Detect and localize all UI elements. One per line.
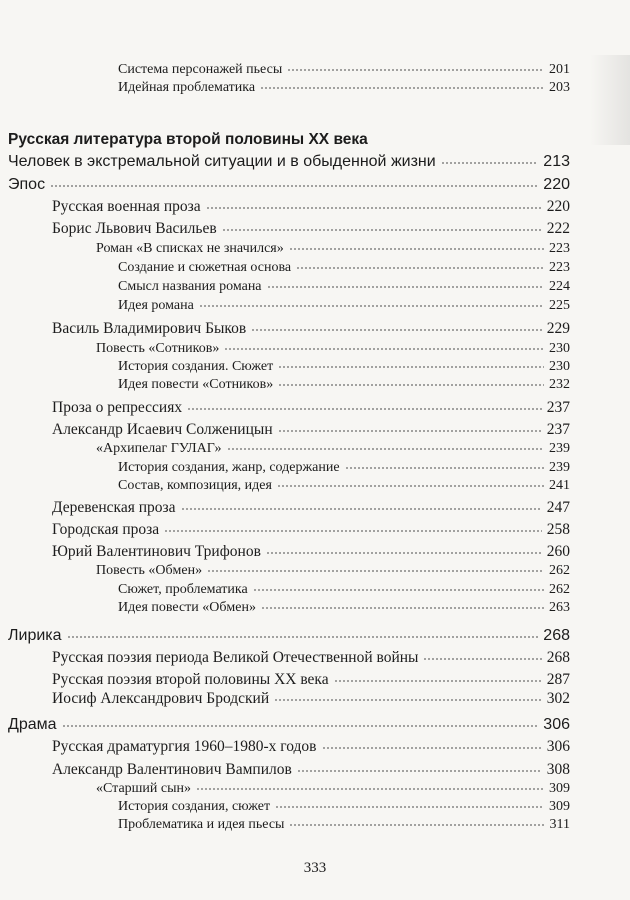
dot-leader	[266, 552, 542, 554]
toc-entry-page: 308	[546, 761, 570, 778]
toc-entry-title: Русская поэзия второй половины XX века	[52, 671, 329, 688]
toc-entry	[8, 176, 570, 194]
toc-entry	[52, 320, 570, 338]
toc-entry	[118, 600, 570, 616]
toc-entry-title: Александр Исаевич Солженицын	[52, 421, 273, 438]
dot-leader	[196, 788, 544, 790]
dot-leader	[287, 69, 544, 71]
toc-entry-page: 287	[546, 671, 570, 688]
toc-entry-title: Василь Владимирович Быков	[52, 320, 247, 337]
dot-leader	[277, 485, 544, 487]
toc-entry-page: 237	[546, 399, 570, 416]
toc-entry-title: История создания, жанр, содержание	[118, 460, 340, 475]
toc-entry-title: Юрий Валентинович Трифонов	[52, 543, 261, 560]
toc-entry-title: Идея романа	[118, 298, 194, 313]
toc-entry-title: Проблематика и идея пьесы	[118, 817, 285, 832]
toc-entry	[118, 298, 570, 314]
toc-entry	[96, 241, 570, 257]
toc-entry-page: 220	[546, 198, 570, 215]
dot-leader	[207, 570, 544, 572]
toc-entry	[52, 761, 570, 779]
dot-leader	[345, 467, 544, 469]
dot-leader	[261, 607, 544, 609]
toc-entry-page: 241	[549, 478, 570, 493]
toc-entry-title: Проза о репрессиях	[52, 399, 183, 416]
toc-entry	[118, 80, 570, 96]
page-number: 333	[303, 860, 327, 876]
toc-entry-title: Эпос	[8, 176, 46, 193]
toc-entry	[8, 153, 570, 171]
toc-entry-page: 232	[549, 377, 570, 392]
section-title: Русская литература второй половины XX века	[8, 131, 368, 148]
toc-entry	[118, 279, 570, 295]
dot-leader	[187, 408, 542, 410]
toc-entry-page: 309	[549, 781, 570, 796]
dot-leader	[274, 699, 542, 701]
dot-leader	[297, 770, 542, 772]
toc-entry	[96, 341, 570, 357]
toc-entry-page: 306	[546, 738, 570, 755]
dot-leader	[222, 229, 542, 231]
toc-entry-title: Система персонажей пьесы	[118, 62, 283, 77]
toc-entry-page: 229	[546, 320, 570, 337]
dot-leader	[296, 267, 544, 269]
dot-leader	[322, 747, 542, 749]
toc-entry-page: 223	[549, 241, 570, 256]
dot-leader	[423, 658, 541, 660]
toc-entry-title: «Старший сын»	[96, 781, 192, 796]
dot-leader	[278, 366, 544, 368]
dot-leader	[224, 348, 544, 350]
toc-entry-page: 230	[549, 359, 570, 374]
toc-entry-title: Иосиф Александрович Бродский	[52, 690, 270, 707]
toc-entry	[52, 220, 570, 238]
toc-entry-title: Русская военная проза	[52, 198, 201, 215]
toc-entry	[52, 738, 570, 756]
toc-entry-title: Александр Валентинович Вампилов	[52, 761, 292, 778]
toc-entry-page: 309	[549, 799, 570, 814]
toc-entry-title: Состав, композиция, идея	[118, 478, 272, 493]
toc-entry-title: Идея повести «Обмен»	[118, 600, 256, 615]
toc-entry-page: 225	[549, 298, 570, 313]
toc-entry-title: Сюжет, проблематика	[118, 582, 248, 597]
toc-entry-title: Создание и сюжетная основа	[118, 260, 292, 275]
toc-entry	[118, 478, 570, 494]
toc-entry-page: 224	[549, 279, 570, 294]
dot-leader	[278, 384, 544, 386]
toc-entry-page: 213	[543, 153, 570, 170]
dot-leader	[50, 185, 538, 187]
dot-leader	[62, 725, 539, 727]
toc-entry	[52, 521, 570, 539]
toc-entry-page: 239	[549, 460, 570, 475]
toc-entry-page: 268	[543, 627, 570, 644]
toc-entry-page: 311	[549, 817, 570, 832]
dot-leader	[181, 508, 542, 510]
toc-entry	[52, 543, 570, 561]
toc-entry-page: 222	[546, 220, 570, 237]
toc-entry-page: 220	[543, 176, 570, 193]
toc-entry-title: Человек в экстремальной ситуации и в обыденной жизни	[8, 153, 436, 170]
toc-entry	[52, 690, 570, 708]
toc-entry-title: Повесть «Обмен»	[96, 563, 203, 578]
toc-entry-page: 230	[549, 341, 570, 356]
dot-leader	[267, 286, 544, 288]
toc-entry-page: 203	[549, 80, 570, 95]
toc-entry	[8, 716, 570, 734]
toc-entry	[96, 441, 570, 457]
dot-leader	[164, 530, 542, 532]
toc-entry-title: Городская проза	[52, 521, 160, 538]
toc-entry-title: Повесть «Сотников»	[96, 341, 220, 356]
toc-entry	[8, 627, 570, 645]
dot-leader	[278, 430, 542, 432]
toc-entry-title: История создания. Сюжет	[118, 359, 274, 374]
toc-entry	[118, 260, 570, 276]
dot-leader	[289, 824, 544, 826]
toc-entry-title: «Архипелаг ГУЛАГ»	[96, 441, 222, 456]
toc-entry-page: 302	[546, 690, 570, 707]
dot-leader	[289, 248, 544, 250]
dot-leader	[260, 87, 544, 89]
toc-entry-page: 223	[549, 260, 570, 275]
toc-entry	[118, 582, 570, 598]
toc-entry	[96, 781, 570, 797]
toc-entry	[118, 359, 570, 375]
toc-entry-title: История создания, сюжет	[118, 799, 271, 814]
dot-leader	[253, 589, 544, 591]
dot-leader	[206, 207, 542, 209]
dot-leader	[334, 680, 542, 682]
toc-entry-page: 262	[549, 582, 570, 597]
toc-entry-title: Драма	[8, 716, 57, 733]
toc-entry-title: Деревенская проза	[52, 499, 176, 516]
toc-entry-title: Идея повести «Сотников»	[118, 377, 274, 392]
toc-entry-title: Смысл названия романа	[118, 279, 262, 294]
toc-entry	[52, 198, 570, 216]
toc-entry-title: Русская поэзия периода Великой Отечественной войны	[52, 649, 419, 666]
toc-entry	[118, 817, 570, 833]
toc-entry-page: 239	[549, 441, 570, 456]
dot-leader	[251, 329, 542, 331]
toc-entry	[52, 649, 570, 667]
toc-entry-page: 247	[546, 499, 570, 516]
dot-leader	[199, 305, 544, 307]
toc-entry-title: Идейная проблематика	[118, 80, 256, 95]
toc-entry-page: 237	[546, 421, 570, 438]
toc-entry-title: Лирика	[8, 627, 62, 644]
toc-entry-page: 260	[546, 543, 570, 560]
toc-entry-page: 263	[549, 600, 570, 615]
dot-leader	[441, 162, 539, 164]
scan-shadow	[590, 55, 630, 145]
toc-entry-title: Русская драматургия 1960–1980-х годов	[52, 738, 317, 755]
dot-leader	[275, 806, 544, 808]
toc-entry-page: 268	[546, 649, 570, 666]
toc-entry	[52, 421, 570, 439]
toc-entry	[52, 399, 570, 417]
toc-entry-page: 258	[546, 521, 570, 538]
toc-entry-page: 262	[549, 563, 570, 578]
toc-entry	[118, 62, 570, 78]
toc-entry-page: 201	[549, 62, 570, 77]
dot-leader	[227, 448, 544, 450]
toc-entry	[118, 799, 570, 815]
toc-entry	[52, 671, 570, 689]
toc-entry-title: Борис Львович Васильев	[52, 220, 217, 237]
toc-entry	[52, 499, 570, 517]
toc-entry-page: 306	[543, 716, 570, 733]
toc-entry	[118, 460, 570, 476]
dot-leader	[67, 636, 539, 638]
toc-entry	[118, 377, 570, 393]
toc-entry-title: Роман «В списках не значился»	[96, 241, 284, 256]
toc-entry	[96, 563, 570, 579]
